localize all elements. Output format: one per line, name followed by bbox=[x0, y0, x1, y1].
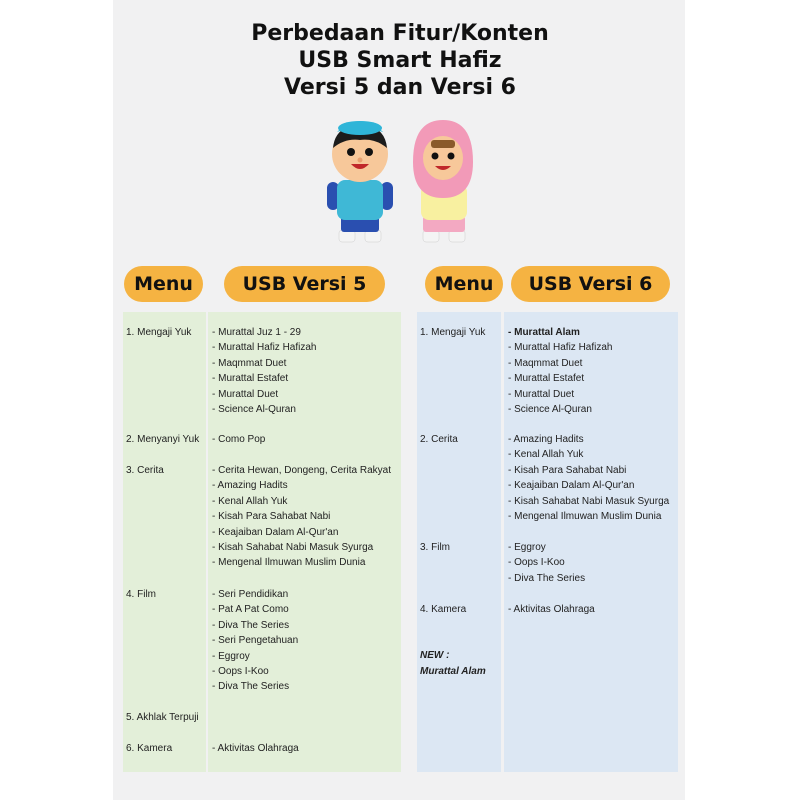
v6-item: - Murattal Hafiz Hafizah bbox=[508, 342, 613, 354]
v6-menu-film: 3. Film bbox=[420, 542, 450, 553]
v5-item: - Seri Pendidikan bbox=[212, 589, 289, 600]
v6-item: - Murattal Estafet bbox=[508, 373, 585, 385]
v5-item: - Diva The Series bbox=[212, 681, 290, 693]
v5-item: - Diva The Series bbox=[212, 619, 290, 631]
v5-item: - Science Al-Quran bbox=[212, 404, 296, 415]
v6-item: - Murattal Duet bbox=[508, 388, 575, 400]
v5-item: - Kenal Allah Yuk bbox=[212, 495, 288, 507]
v5-item: - Maqmmat Duet bbox=[212, 357, 287, 369]
v6-item: - Aktivitas Olahraga bbox=[508, 604, 595, 615]
v5-item: - Mengenal Ilmuwan Muslim Dunia bbox=[212, 557, 366, 569]
v5-item: - Murattal Juz 1 - 29 bbox=[212, 327, 301, 338]
v6-new-label: NEW : bbox=[420, 650, 450, 661]
v6-menu-cerita: 2. Cerita bbox=[420, 434, 458, 445]
title-line-2: USB Smart Hafiz bbox=[298, 48, 502, 73]
title-line-1: Perbedaan Fitur/Konten bbox=[251, 21, 549, 46]
v6-menu-header: Menu bbox=[425, 266, 503, 302]
v5-menu-mengaji: 1. Mengaji Yuk bbox=[126, 327, 192, 338]
v5-item: - Amazing Hadits bbox=[212, 480, 288, 492]
v5-item: - Keajaiban Dalam Al-Qur'an bbox=[212, 526, 339, 538]
title-line-3: Versi 5 dan Versi 6 bbox=[284, 75, 516, 100]
v6-item: - Kenal Allah Yuk bbox=[508, 449, 584, 461]
girl-mascot bbox=[413, 120, 473, 242]
v5-usb-header: USB Versi 5 bbox=[224, 266, 385, 302]
v6-menu-kamera: 4. Kamera bbox=[420, 604, 467, 615]
v6-item: - Eggroy bbox=[508, 542, 546, 553]
v6-new-item: Murattal Alam bbox=[420, 666, 486, 677]
v6-usb-header: USB Versi 6 bbox=[511, 266, 670, 302]
v5-item: - Murattal Estafet bbox=[212, 373, 289, 385]
v5-item: - Seri Pengetahuan bbox=[212, 635, 299, 647]
v6-item: - Kisah Para Sahabat Nabi bbox=[508, 464, 627, 476]
v6-item: - Mengenal Ilmuwan Muslim Dunia bbox=[508, 511, 662, 522]
v5-item: - Murattal Hafiz Hafizah bbox=[212, 342, 317, 354]
v6-menu-mengaji: 1. Mengaji Yuk bbox=[420, 327, 486, 338]
v5-menu-header: Menu bbox=[124, 266, 203, 302]
v6-item: - Keajaiban Dalam Al-Qur'an bbox=[508, 480, 635, 492]
v5-item: - Murattal Duet bbox=[212, 388, 279, 400]
v5-item: - Aktivitas Olahraga bbox=[212, 743, 299, 754]
v6-item: - Kisah Sahabat Nabi Masuk Syurga bbox=[508, 495, 670, 507]
page-title bbox=[0, 20, 800, 101]
boy-mascot bbox=[327, 121, 393, 242]
v5-item: - Kisah Para Sahabat Nabi bbox=[212, 511, 331, 523]
v5-item: - Oops I-Koo bbox=[212, 666, 269, 677]
v6-item: - Amazing Hadits bbox=[508, 434, 584, 445]
v5-menu-film: 4. Film bbox=[126, 589, 156, 600]
v5-menu-column bbox=[123, 312, 206, 772]
v5-menu-cerita: 3. Cerita bbox=[126, 465, 164, 476]
v5-item: - Pat A Pat Como bbox=[212, 604, 289, 616]
v5-item: - Cerita Hewan, Dongeng, Cerita Rakyat bbox=[212, 465, 391, 476]
v6-item-new: - Murattal Alam bbox=[508, 327, 580, 338]
v5-menu-akhlak: 5. Akhlak Terpuji bbox=[126, 712, 199, 723]
v5-item: - Como Pop bbox=[212, 434, 266, 445]
v5-item: - Kisah Sahabat Nabi Masuk Syurga bbox=[212, 542, 374, 553]
v6-item: - Diva The Series bbox=[508, 572, 586, 584]
v5-item: - Eggroy bbox=[212, 650, 250, 662]
v6-item: - Oops I-Koo bbox=[508, 557, 565, 569]
v5-menu-kamera: 6. Kamera bbox=[126, 743, 173, 754]
mascot-illustration bbox=[325, 112, 485, 247]
v6-item: - Maqmmat Duet bbox=[508, 357, 583, 369]
v6-item: - Science Al-Quran bbox=[508, 404, 592, 415]
v5-menu-menyanyi: 2. Menyanyi Yuk bbox=[126, 434, 200, 445]
